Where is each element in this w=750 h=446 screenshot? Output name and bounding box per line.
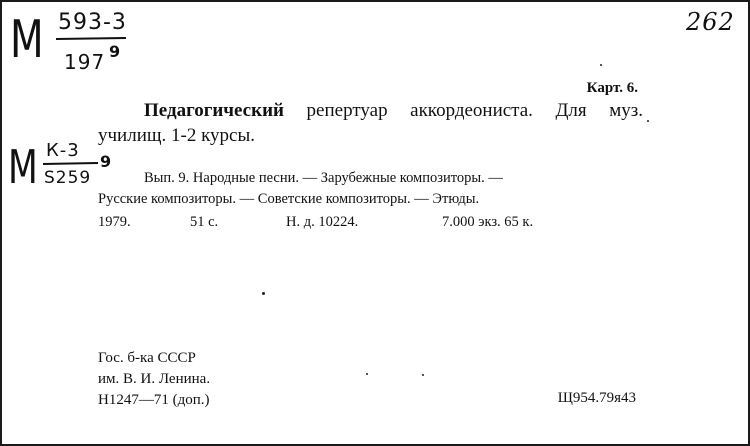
publication-row	[98, 212, 643, 233]
shelfmark-superscript: 9	[109, 42, 122, 61]
handwritten-card-number: 262	[686, 8, 735, 36]
classification-code: Щ954.79я43	[557, 390, 636, 406]
scan-speck	[422, 374, 424, 376]
page-count: 51 с.	[190, 214, 219, 230]
scan-speck	[647, 120, 649, 122]
scan-speck	[600, 64, 602, 66]
contents-note	[98, 168, 643, 210]
shelfmark-left-numerator: К-3	[46, 140, 80, 161]
book-title	[98, 98, 643, 148]
plate-number: Н. д. 10224.	[286, 214, 359, 230]
order-code: Н1247—71 (доп.)	[98, 392, 210, 408]
contents-line-1: Вып. 9. Народные песни. — Зарубежные композиторы. —	[144, 170, 503, 186]
shelfmark-letter: М	[10, 10, 45, 70]
contents-line-2: Русские композиторы. — Советские композиторы. — Этюды.	[98, 191, 480, 207]
shelfmark-left-letter: М	[8, 140, 39, 194]
shelfmark-denominator: 197	[64, 50, 106, 74]
shelfmark-numerator: 593-3	[58, 10, 127, 35]
title-bold-word: Педагогический	[144, 100, 284, 121]
title-rest: репертуар аккордеониста. Для муз. училищ. 1-2 курсы.	[98, 100, 644, 146]
library-name-cont: им. В. И. Ленина.	[98, 371, 211, 387]
card-number: Карт. 6.	[586, 80, 638, 96]
publication-year: 1979.	[98, 214, 131, 230]
handwritten-shelfmark-top	[8, 8, 128, 78]
library-name: Гос. б-ка СССР	[98, 350, 196, 366]
library-footer	[98, 348, 210, 411]
shelfmark-left-denominator: S259	[44, 168, 92, 188]
scan-speck	[366, 373, 368, 375]
scan-speck	[262, 292, 265, 295]
print-run-price: 7.000 экз. 65 к.	[442, 214, 534, 230]
shelfmark-left-superscript: 9	[100, 152, 113, 171]
